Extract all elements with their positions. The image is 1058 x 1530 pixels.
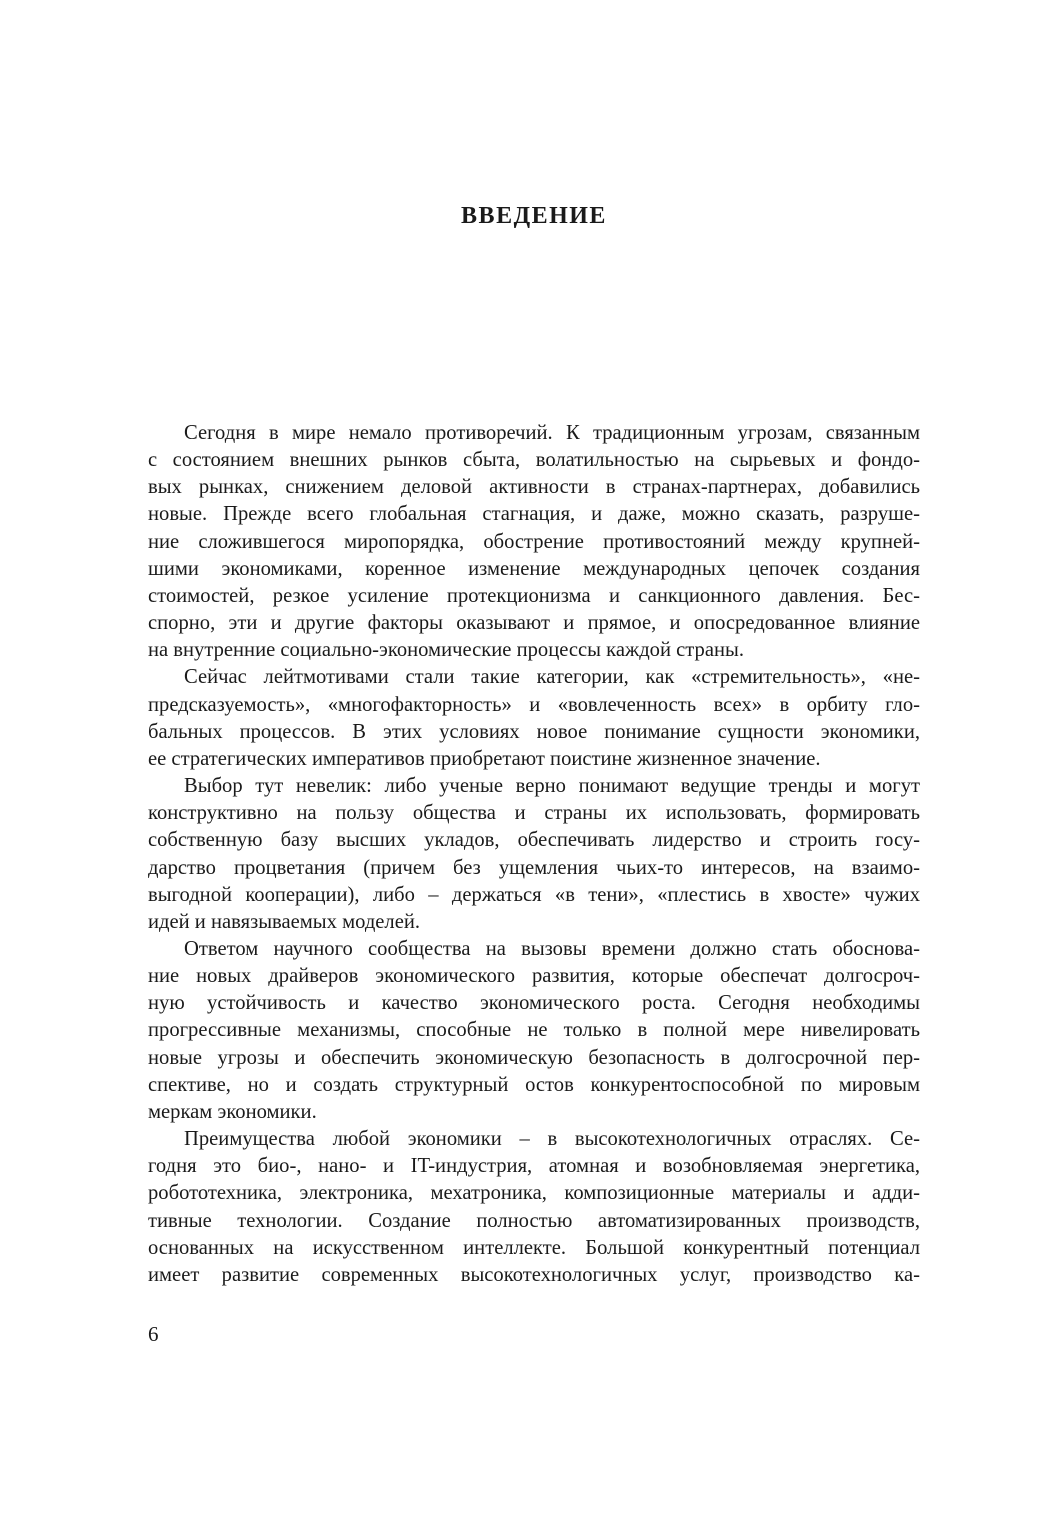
text-line: Выбор тут невелик: либо ученые верно понимают ведущие тренды и могут (184, 775, 920, 798)
page-title: ВВЕДЕНИЕ (461, 203, 607, 229)
paragraph-5 (148, 1126, 920, 1289)
text-line: спективе, но и создать структурный остов конкурентоспособной по мировым (148, 1073, 920, 1096)
text-line: идей и навязываемых моделей. (148, 910, 421, 933)
text-line: ную устойчивость и качество экономического роста. Сегодня необходимы (148, 992, 920, 1015)
text-line: Сейчас лейтмотивами стали такие категории, как «стремительность», «не- (184, 666, 920, 689)
text-line: ее стратегических императивов приобретают поистине жизненное значение. (148, 747, 821, 770)
text-line: выгодной кооперации), либо – держаться «в тени», «плестись в хвосте» чужих (148, 883, 920, 906)
text-line: шими экономиками, коренное изменение международных цепочек создания (148, 557, 920, 580)
paragraph-1 (148, 420, 920, 664)
text-line: спорно, эти и другие факторы оказывают и прямое, и опосредованное влияние (148, 612, 920, 635)
text-line: предсказуемость», «многофакторность» и «вовлеченность всех» в орбиту гло- (148, 693, 920, 716)
text-line: вых рынках, снижением деловой активности в странах-партнерах, добавились (148, 476, 920, 499)
text-line: имеет развитие современных высокотехнологичных услуг, производство ка- (148, 1263, 920, 1286)
text-line: ние новых драйверов экономического развития, которые обеспечат долгосроч- (148, 965, 920, 988)
text-line: ние сложившегося миропорядка, обострение противостояний между крупней- (148, 530, 920, 553)
text-line: прогрессивные механизмы, способные не только в полной мере нивелировать (148, 1019, 920, 1042)
body-text (148, 420, 920, 1289)
text-line: годня это био-, нано- и IT-индустрия, атомная и возобновляемая энергетика, (148, 1155, 920, 1178)
text-line: меркам экономики. (148, 1100, 317, 1123)
text-line: собственную базу высших укладов, обеспечивать лидерство и строить госу- (148, 829, 920, 852)
text-line: на внутренние социально-экономические процессы каждой страны. (148, 639, 744, 662)
paragraph-3 (148, 773, 920, 936)
text-line: бальных процессов. В этих условиях новое понимание сущности экономики, (148, 720, 920, 743)
text-line: Ответом научного сообщества на вызовы времени должно стать обоснова- (184, 937, 920, 960)
text-line: робототехника, электроника, мехатроника, композиционные материалы и адди- (148, 1182, 920, 1205)
page-number: 6 (148, 1322, 159, 1346)
text-line: новые угрозы и обеспечить экономическую безопасность в долгосрочной пер- (148, 1046, 920, 1069)
text-line: основанных на искусственном интеллекте. Большой конкурентный потенциал (148, 1236, 920, 1259)
paragraph-2 (148, 664, 920, 773)
text-line: Преимущества любой экономики – в высокотехнологичных отраслях. Се- (184, 1128, 920, 1151)
text-line: конструктивно на пользу общества и страны их использовать, формировать (148, 802, 920, 825)
text-line: с состоянием внешних рынков сбыта, волатильностью на сырьевых и фондо- (148, 449, 920, 472)
text-line: стоимостей, резкое усиление протекционизма и санкционного давления. Бес- (148, 584, 920, 607)
paragraph-4 (148, 936, 920, 1126)
text-line: Сегодня в мире немало противоречий. К традиционным угрозам, связанным (184, 422, 920, 444)
text-line: тивные технологии. Создание полностью автоматизированных производств, (148, 1209, 920, 1232)
text-line: дарство процветания (причем без ущемления чьих-то интересов, на взаимо- (148, 856, 920, 879)
text-line: новые. Прежде всего глобальная стагнация, и даже, можно сказать, разруше- (148, 503, 920, 526)
